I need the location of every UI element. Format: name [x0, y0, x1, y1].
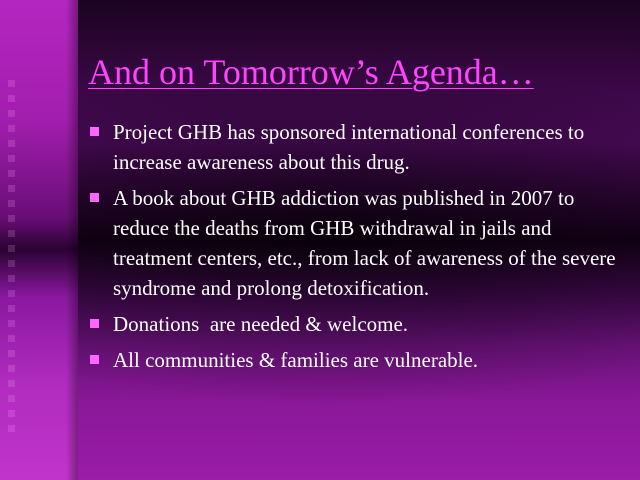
decorative-square — [8, 185, 15, 192]
bullet-item — [88, 117, 628, 177]
square-bullet-icon — [90, 193, 99, 202]
square-bullet-icon — [90, 127, 99, 136]
square-bullet-icon — [90, 319, 99, 328]
slide-title: And on Tomorrow’s Agenda… — [88, 52, 534, 92]
decorative-square — [8, 335, 15, 342]
decorative-square — [8, 365, 15, 372]
decorative-square — [8, 140, 15, 147]
bullet-item — [88, 345, 628, 375]
decorative-square — [8, 305, 15, 312]
left-decorative-band — [0, 0, 78, 480]
decorative-square — [8, 230, 15, 237]
bullet-text: All communities & families are vulnerable. — [113, 348, 479, 372]
decorative-square — [8, 95, 15, 102]
decorative-square — [8, 155, 15, 162]
bullet-item — [88, 183, 628, 303]
decorative-square — [8, 200, 15, 207]
decorative-square — [8, 110, 15, 117]
bullet-text: Project GHB has sponsored international conferences to increase awareness about this drug. — [113, 120, 585, 174]
decorative-square — [8, 395, 15, 402]
bullet-list — [88, 117, 628, 381]
decorative-square — [8, 260, 15, 267]
decorative-square — [8, 245, 15, 252]
decorative-square — [8, 320, 15, 327]
decorative-square — [8, 290, 15, 297]
decorative-square — [8, 125, 15, 132]
decorative-square — [8, 275, 15, 282]
decorative-square — [8, 170, 15, 177]
decorative-square — [8, 80, 15, 87]
square-bullet-icon — [90, 355, 99, 364]
bullet-item — [88, 309, 628, 339]
decorative-square — [8, 410, 15, 417]
bullet-text: Donations are needed & welcome. — [113, 312, 409, 336]
bullet-text: A book about GHB addiction was published in 2007 to reduce the deaths from GHB withdrawal in jails and treatment centers, etc., from lack of awareness of the severe syndrome and prolong detoxification. — [113, 186, 616, 300]
decorative-square — [8, 425, 15, 432]
decorative-square — [8, 350, 15, 357]
decorative-squares — [0, 80, 22, 440]
decorative-square — [8, 380, 15, 387]
decorative-square — [8, 215, 15, 222]
